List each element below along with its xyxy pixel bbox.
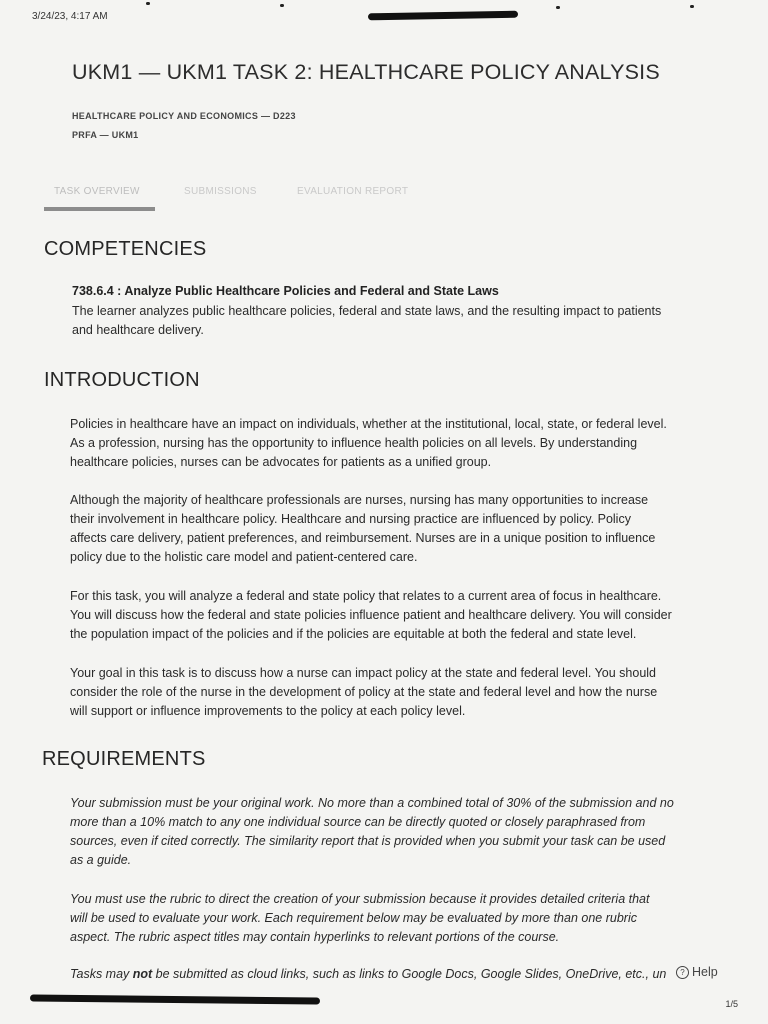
- help-button[interactable]: [676, 965, 718, 979]
- scan-speck: [280, 4, 284, 7]
- task-tabs: [44, 182, 444, 214]
- scan-speck: [690, 5, 694, 8]
- requirements-paragraph-1: Your submission must be your original work. No more than a combined total of 30% of the submission and no more than a 10% match to any one individual source can be directly quoted or closely paraphrased from sources, even if cited correctly. The similarity report that is provided when you submit your task can be used as a guide.: [70, 796, 674, 867]
- introduction-heading: INTRODUCTION: [44, 369, 200, 391]
- tab-evaluation-report[interactable]: EVALUATION REPORT: [297, 186, 409, 197]
- competencies-heading: COMPETENCIES: [44, 238, 207, 260]
- course-code: PRFA — UKM1: [72, 130, 139, 140]
- intro-paragraph-4: Your goal in this task is to discuss how a nurse can impact policy at the state and federal level. You should consider the role of the nurse in the development of policy at the state and federal level and how the nurse will support or influence improvements to the policy at each policy level.: [70, 666, 658, 718]
- competency-title: 738.6.4 : Analyze Public Healthcare Policies and Federal and State Laws: [72, 284, 499, 298]
- intro-paragraph-1: Policies in healthcare have an impact on individuals, whether at the institutional, local, state, or federal level. As a profession, nursing has the opportunity to influence health policies on all levels. By understanding healthcare policies, nurses can be advocates for patients as a unified group.: [70, 417, 667, 469]
- page-number: 1/5: [725, 999, 738, 1009]
- page-title: UKM1 — UKM1 TASK 2: HEALTHCARE POLICY ANALYSIS: [72, 60, 660, 84]
- intro-paragraph-3: For this task, you will analyze a federal and state policy that relates to a current area of focus in healthcare. You will discuss how the federal and state policies influence patient and healthcare delivery. You will consider the population impact of the policies and if the policies are equitable at both the federal and state level.: [70, 589, 672, 641]
- competency-description: The learner analyzes public healthcare policies, federal and state laws, and the resulting impact to patients and healthcare delivery.: [72, 304, 662, 337]
- requirements-cloud-links-note: Tasks may not be submitted as cloud links, such as links to Google Docs, Google Slides, OneDrive, etc., un: [70, 967, 667, 981]
- scan-speck: [556, 6, 560, 9]
- active-tab-indicator: [44, 207, 155, 211]
- redaction-mark-top: [368, 11, 518, 21]
- redaction-mark-bottom: [30, 994, 320, 1004]
- print-timestamp: 3/24/23, 4:17 AM: [32, 11, 108, 22]
- course-name: HEALTHCARE POLICY AND ECONOMICS — D223: [72, 111, 296, 121]
- requirements-paragraph-2: You must use the rubric to direct the creation of your submission because it provides detailed criteria that will be used to evaluate your work. Each requirement below may be evaluated by more than one rubric aspect. The rubric aspect titles may contain hyperlinks to relevant portions of the course.: [70, 892, 650, 944]
- tab-submissions[interactable]: SUBMISSIONS: [184, 186, 257, 197]
- requirements-heading: REQUIREMENTS: [42, 748, 206, 770]
- tab-task-overview[interactable]: TASK OVERVIEW: [54, 186, 140, 197]
- scan-speck: [146, 2, 150, 5]
- help-label: Help: [692, 965, 718, 979]
- question-icon: ?: [676, 966, 689, 979]
- intro-paragraph-2: Although the majority of healthcare professionals are nurses, nursing has many opportunities to increase their involvement in healthcare policy. Healthcare and nursing practice are influenced by policy. Policy affects care delivery, patient preferences, and reimbursement. Nurses are in a unique position to influence policy due to the holistic care model and patient-centered care.: [70, 493, 656, 564]
